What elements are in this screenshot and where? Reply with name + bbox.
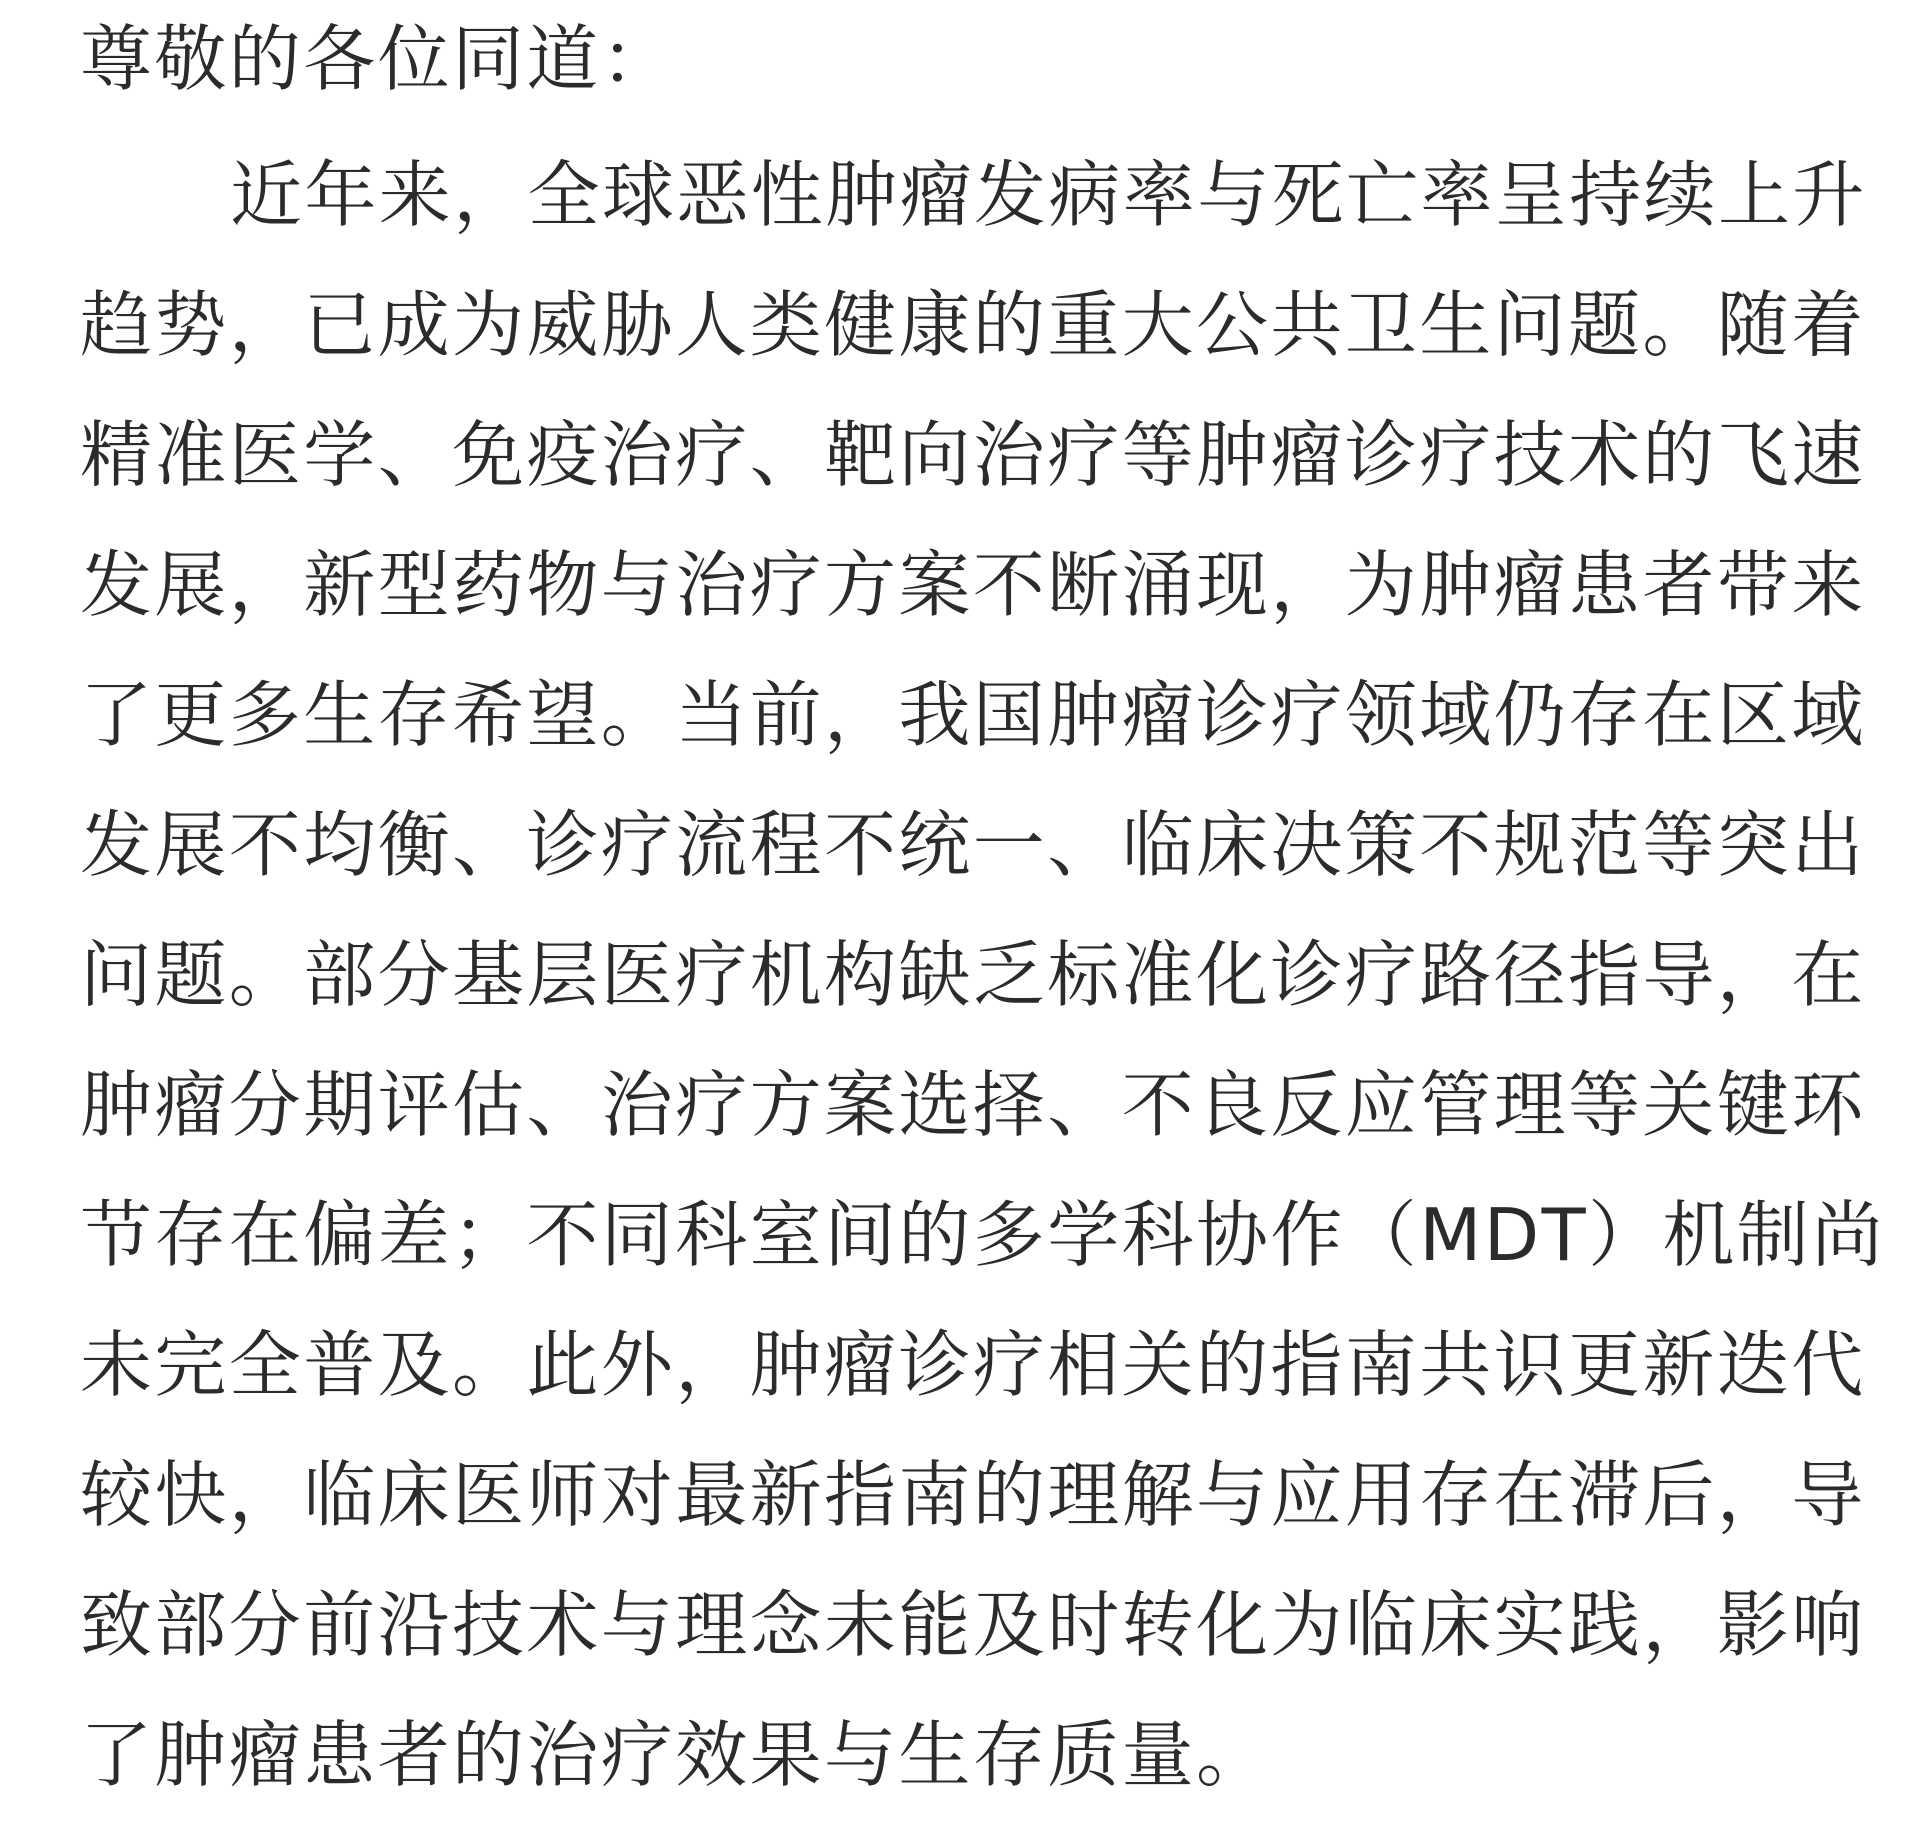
paragraph-line: 肿瘤分期评估、治疗方案选择、不良反应管理等关键环 <box>80 1063 1866 1147</box>
paragraph-line: 发展不均衡、诊疗流程不统一、临床决策不规范等突出 <box>80 803 1866 887</box>
paragraph-line: 近年来，全球恶性肿瘤发病率与死亡率呈持续上升 <box>230 153 1867 237</box>
paragraph-line: 发展，新型药物与治疗方案不断涌现，为肿瘤患者带来 <box>80 543 1866 627</box>
paragraph-line: 较快，临床医师对最新指南的理解与应用存在滞后，导 <box>80 1453 1866 1537</box>
paragraph-line: 问题。部分基层医疗机构缺乏标准化诊疗路径指导，在 <box>80 933 1866 1017</box>
paragraph-line: 趋势，已成为威胁人类健康的重大公共卫生问题。随着 <box>80 283 1866 367</box>
paragraph-line: 了更多生存希望。当前，我国肿瘤诊疗领域仍存在区域 <box>80 673 1866 757</box>
salutation: 尊敬的各位同道： <box>80 17 676 101</box>
paragraph-line: 未完全普及。此外，肿瘤诊疗相关的指南共识更新迭代 <box>80 1323 1866 1407</box>
letter-body <box>80 0 1886 1820</box>
paragraph-last-line: 了肿瘤患者的治疗效果与生存质量。 <box>80 1713 1271 1797</box>
paragraph-line: 致部分前沿技术与理念未能及时转化为临床实践，影响 <box>80 1583 1866 1667</box>
paragraph-line: 精准医学、免疫治疗、靶向治疗等肿瘤诊疗技术的飞速 <box>80 413 1866 497</box>
paragraph-line: 节存在偏差；不同科室间的多学科协作（MDT）机制尚 <box>80 1193 1886 1277</box>
